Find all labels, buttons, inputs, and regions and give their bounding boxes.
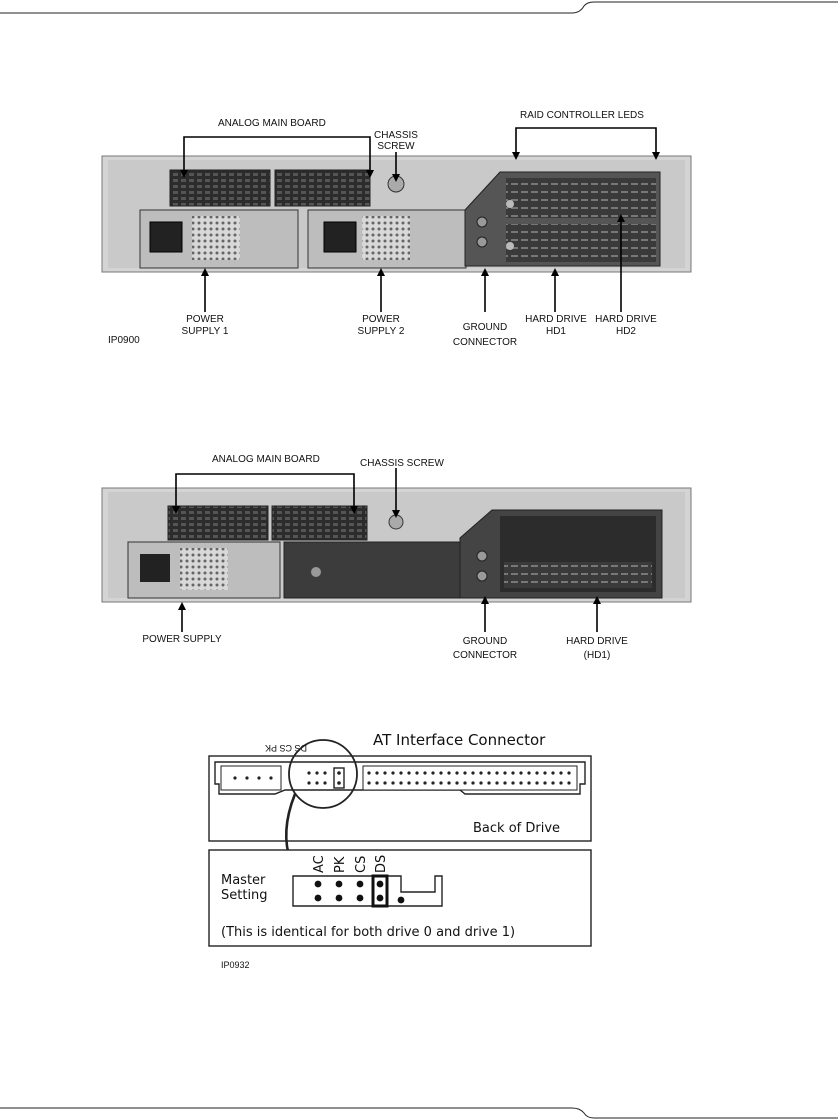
- figure1-labels: [100, 100, 695, 358]
- label-hd2-1: HARD DRIVE: [595, 314, 657, 325]
- label-figure-id-1: IP0900: [108, 335, 140, 346]
- label-ground-1: GROUND: [462, 322, 508, 333]
- pin-label-ac: AC: [312, 855, 327, 873]
- label-psu2-2: SUPPLY 2: [357, 326, 405, 337]
- label-at-interface-connector: AT Interface Connector: [373, 731, 546, 749]
- label-figure-id-3: IP0932: [221, 960, 250, 970]
- label-analog-main-board: ANALOG MAIN BOARD: [218, 118, 326, 129]
- label-identical-note: (This is identical for both drive 0 and drive 1): [221, 925, 516, 940]
- label-mirrored-pins: DS CS PK: [264, 743, 307, 753]
- label-ground-2: CONNECTOR: [452, 337, 518, 348]
- pin-label-pk: PK: [333, 856, 348, 873]
- label-psu2-1: POWER: [362, 314, 400, 325]
- label-hd1-2: HD1: [545, 326, 567, 337]
- label-chassis-screw-2: SCREW: [377, 141, 415, 152]
- label-hard-drive-1: HARD DRIVE: [566, 636, 628, 647]
- footer-rule: [0, 1100, 838, 1120]
- pin-labels: [312, 855, 389, 873]
- label-psu1-2: SUPPLY 1: [181, 326, 229, 337]
- label-master-2: Setting: [221, 888, 268, 903]
- label-analog-main-board-2: ANALOG MAIN BOARD: [212, 454, 320, 465]
- label-ground-2-1: GROUND: [462, 636, 508, 647]
- figure-dual-psu-rear-panel: [100, 100, 695, 358]
- label-back-of-drive: Back of Drive: [473, 821, 561, 836]
- label-hd1-1: HARD DRIVE: [525, 314, 587, 325]
- header-rule: [0, 0, 838, 20]
- label-chassis-screw-1: CHASSIS: [374, 130, 418, 141]
- figure2-labels: [100, 450, 695, 661]
- label-raid-controller-leds: RAID CONTROLLER LEDS: [520, 110, 644, 121]
- figure-single-psu-rear-panel: [100, 450, 695, 661]
- label-master-1: Master: [221, 873, 266, 888]
- label-power-supply: POWER SUPPLY: [142, 634, 222, 645]
- label-hd2-2: HD2: [615, 326, 637, 337]
- label-hard-drive-2: (HD1): [583, 650, 611, 661]
- figure3-labels: [205, 728, 595, 973]
- label-ground-2-2: CONNECTOR: [452, 650, 518, 661]
- label-chassis-screw-2: CHASSIS SCREW: [360, 458, 444, 469]
- figure-at-interface-jumper: [205, 728, 595, 973]
- label-psu1-1: POWER: [186, 314, 224, 325]
- pin-label-ds: DS: [374, 854, 389, 873]
- pin-label-cs: CS: [354, 855, 369, 873]
